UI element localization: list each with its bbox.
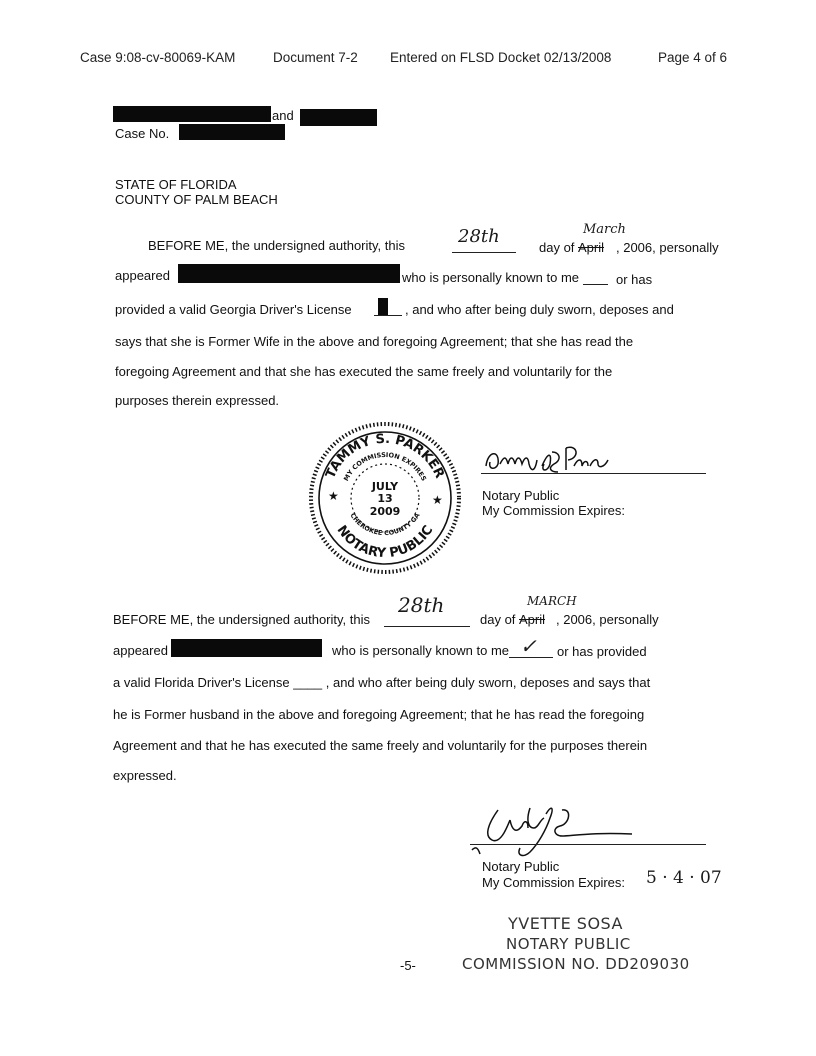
block1-line1-end: , 2006, personally <box>616 240 719 255</box>
stamp-title: NOTARY PUBLIC <box>506 935 631 953</box>
block1-line5: foregoing Agreement and that she has executed the same freely and voluntarily for the <box>115 364 613 379</box>
block1-line2-known: who is personally known to me <box>402 270 580 285</box>
block2-commission-expires: My Commission Expires: <box>482 875 626 890</box>
venue-county: COUNTY OF PALM BEACH <box>115 192 278 207</box>
block1-signature-line <box>481 473 706 474</box>
block1-month-struck: April <box>578 240 605 255</box>
block1-commission-expires: My Commission Expires: <box>482 503 626 518</box>
block1-day-handwritten: 28th <box>458 226 500 247</box>
venue-state: STATE OF FLORIDA <box>115 177 237 192</box>
block1-known-blank <box>583 271 608 285</box>
block1-line6: purposes therein expressed. <box>115 393 280 408</box>
stamp-commission: COMMISSION NO. DD209030 <box>462 955 690 973</box>
redaction-block2-name <box>171 639 322 657</box>
seal-star-right-icon: ★ <box>432 493 443 507</box>
block2-line2-known: who is personally known to me <box>332 643 510 658</box>
redaction-party-1 <box>113 106 271 122</box>
block1-line2-or-has: or has <box>616 272 653 287</box>
block2-line1-end: , 2006, personally <box>556 612 659 627</box>
block2-line5: Agreement and that he has executed the same freely and voluntarily for the purposes therein <box>113 738 648 753</box>
seal-notary: NOTARY PUBLIC <box>333 522 437 562</box>
block1-line4: says that she is Former Wife in the above and foregoing Agreement; that she has read the <box>115 334 634 349</box>
caption-case-no-label: Case No. <box>115 126 170 141</box>
header-document: Document 7-2 <box>273 50 358 65</box>
block1-line2-appeared: appeared <box>115 268 170 283</box>
header-page: Page 4 of 6 <box>658 50 728 65</box>
block2-line2-or-has: or has provided <box>557 644 647 659</box>
block2-line3: a valid Florida Driver's License ____ , and who after being duly sworn, deposes and says that <box>113 675 651 690</box>
block2-known-check: ✓ <box>520 634 537 658</box>
seal-star-left-icon: ★ <box>328 489 339 503</box>
seal-year: 2009 <box>369 505 401 518</box>
redaction-license-check <box>378 298 388 315</box>
block2-line4: he is Former husband in the above and foregoing Agreement; that he has read the foregoing <box>113 707 645 722</box>
redaction-block1-name <box>178 264 400 283</box>
block2-notary-public: Notary Public <box>482 859 560 874</box>
caption-and: and <box>272 108 294 123</box>
seal-commission: MY COMMISSION EXPIRES <box>342 450 428 483</box>
stamp-name: YVETTE SOSA <box>508 914 623 933</box>
redaction-case-no <box>179 124 285 140</box>
redaction-party-2 <box>300 109 377 126</box>
block1-line3-license: provided a valid Georgia Driver's License <box>115 302 352 317</box>
block2-line1-start: BEFORE ME, the undersigned authority, this <box>113 612 370 627</box>
header-case-number: Case 9:08-cv-80069-KAM <box>80 50 236 65</box>
block2-line1-day-of: day of <box>480 612 516 627</box>
seal-month: JULY <box>371 480 399 493</box>
block2-line2-appeared: appeared <box>113 643 168 658</box>
notary-seal-tammy-parker <box>300 418 470 578</box>
block2-signature-line <box>470 844 706 845</box>
block2-month-struck: April <box>519 612 546 627</box>
seal-name: TAMMY S. PARKER <box>323 431 447 481</box>
block2-month-handwritten: MARCH <box>527 594 577 608</box>
seal-county: CHEROKEE COUNTY GA <box>348 511 422 538</box>
seal-day: 13 <box>377 492 393 505</box>
block1-notary-public: Notary Public <box>482 488 560 503</box>
footer-page-number: -5- <box>400 958 416 973</box>
block2-expires-handwritten: 5 · 4 · 07 <box>646 868 722 888</box>
block2-signature <box>470 800 640 862</box>
block1-line1-day-of: day of <box>539 240 575 255</box>
header-entered: Entered on FLSD Docket 02/13/2008 <box>390 50 612 65</box>
block1-line3-deposes: , and who after being duly sworn, deposes and <box>405 302 674 317</box>
block2-line6: expressed. <box>113 768 177 783</box>
block2-day-handwritten: 28th <box>398 593 445 617</box>
block1-month-handwritten: March <box>583 222 626 237</box>
block1-line1-start: BEFORE ME, the undersigned authority, this <box>148 238 405 253</box>
block1-signature <box>482 440 632 476</box>
